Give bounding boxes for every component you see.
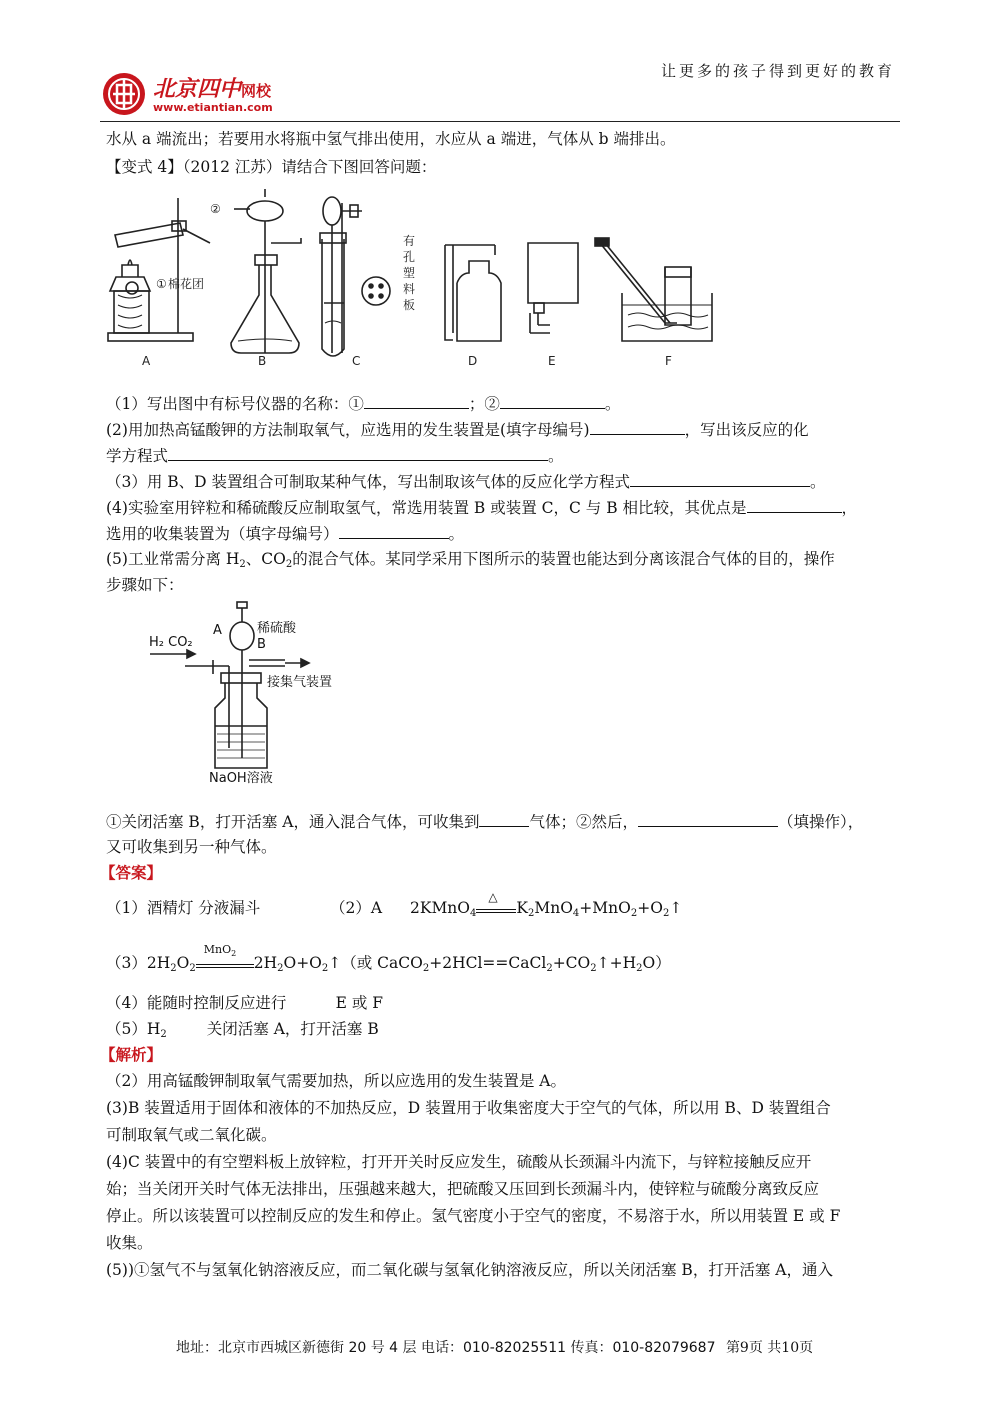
q5-text-a: (5)工业常需分离 H (106, 550, 240, 568)
text-line-1: 水从 a 端流出；若要用水将瓶中氢气排出使用，水应从 a 端进，气体从 b 端排出。 (106, 130, 676, 148)
label-d: D (468, 354, 478, 368)
logo-name (153, 72, 271, 103)
q1-text: （1）写出图中有标号仪器的名称：① (106, 395, 364, 413)
explanation-line-8: (5))①氢气不与氢氧化钠溶液反应，而二氧化碳与氢氧化钠溶液反应，所以关闭活塞 B，打开活塞 A，通入 (106, 1261, 833, 1279)
apparatus-e-icon (528, 243, 578, 333)
eq-r5: ↑ (669, 899, 683, 917)
q4-text: (4)实验室用锌粒和稀硫酸反应制取氢气，常选用装置 B 或装置 C，C 与 B 相比较，其优点是 (106, 499, 747, 517)
a5-b: 关闭活塞 A，打开活塞 B (206, 1020, 379, 1038)
mark-2: ② (210, 202, 221, 216)
a3-b: O (176, 954, 190, 972)
plate-label-4: 料 (403, 282, 416, 296)
variant-title: 【变式 4】（2012 江苏）请结合下图回答问题： (106, 158, 437, 176)
separation-figure (145, 598, 365, 788)
explanation-line-4: (4)C 装置中的有空塑料板上放锌粒，打开开关时反应发生，硫酸从长颈漏斗内流下，与锌粒接触反应开 (106, 1153, 812, 1171)
cotton-label: 棉花团 (168, 277, 205, 291)
eq-r4: +O (637, 899, 663, 917)
solution-label: NaOH溶液 (209, 771, 273, 786)
sub-2c: 2 (527, 908, 535, 919)
q4-text-d: 。 (448, 525, 465, 543)
catalyst: MnO (203, 943, 232, 956)
logo-suffix: 网校 (241, 82, 272, 100)
plate-label-1: 有 (403, 234, 416, 248)
a2-text: （2）A (330, 899, 383, 917)
a3-d: O+O (283, 954, 322, 972)
plate-label-3: 塑 (403, 266, 416, 280)
sub-2g: 2 (189, 963, 196, 974)
blank-3[interactable] (590, 418, 685, 435)
label-b: B (258, 354, 267, 368)
explanation-title: 【解析】 (100, 1045, 163, 1064)
sub-2h: 2 (231, 949, 237, 958)
q2-text-d: 。 (548, 447, 564, 465)
label-e: E (548, 354, 556, 368)
header-rule (100, 121, 900, 122)
explanation-line-7: 收集。 (106, 1234, 153, 1252)
question-3 (106, 470, 826, 493)
explanation-line-6: 停止。所以该装置可以控制反应的发生和停止。氢气密度小于空气的密度，不易溶于水，所以用装置 E 或 F (106, 1207, 841, 1225)
delta-sign: △ (488, 890, 498, 904)
a3-f: +2HCl==CaCl (429, 954, 547, 972)
question-1 (106, 392, 620, 415)
logo-url: www.etiantian.com (153, 101, 273, 114)
operation-1 (106, 810, 863, 833)
q1-text-c: 。 (604, 395, 621, 413)
explanation-line-3: 可制取氧气或二氧化碳。 (106, 1126, 277, 1144)
a3-h: ↑+H (596, 954, 637, 972)
operation-2: 又可收集到另一种气体。 (106, 838, 277, 856)
question-2-cont (106, 444, 564, 467)
sub-4: 4 (470, 908, 477, 919)
blank-1[interactable] (364, 392, 469, 409)
answer-4: （4）能随时控制反应进行 E 或 F (106, 994, 384, 1012)
apparatus-c-icon (320, 197, 390, 356)
q5-text-post: 的混合气体。某同学采用下图所示的装置也能达到分离该混合气体的目的，操作 (292, 550, 835, 568)
eq-arrow (476, 890, 516, 913)
a3-i: O） (642, 954, 671, 972)
a5-a: （5）H (106, 1020, 161, 1038)
a3-g: +CO (552, 954, 591, 972)
apparatus-b-icon (231, 189, 301, 353)
q2-text-c: 学方程式 (106, 447, 169, 465)
a3-c: 2H (253, 954, 278, 972)
apparatus-figure (100, 183, 740, 373)
op1-text: ①关闭活塞 B，打开活塞 A，通入混合气体，可收集到 (106, 813, 480, 831)
op1-text-b: 气体；②然后， (529, 813, 638, 831)
q4-text-b: ， (841, 499, 858, 517)
gas-in-label: H₂ CO₂ (149, 635, 193, 650)
plate-label-5: 板 (403, 298, 416, 312)
question-5-cont: 步骤如下： (106, 576, 184, 594)
explanation-line-5: 始；当关闭开关时气体无法排出，压强越来越大，把硫酸又压回到长颈漏斗内，使锌粒与硫酸分离致反应 (106, 1180, 820, 1198)
sub-2l: 2 (546, 963, 553, 974)
sub-2e: 2 (662, 908, 670, 919)
collector-label: 接集气装置 (267, 675, 333, 690)
sub-2k: 2 (422, 963, 430, 974)
apparatus-d-icon (445, 245, 501, 341)
question-2 (106, 418, 809, 441)
sub-2b: 2 (285, 559, 293, 570)
blank-5[interactable] (630, 470, 810, 487)
eq-arrow-2 (196, 943, 254, 968)
explanation-line-1: （2）用高锰酸钾制取氧气需要加热，所以应选用的发生装置是 A。 (106, 1072, 566, 1090)
acid-label: 稀硫酸 (257, 621, 297, 636)
eq-r3: +MnO (579, 899, 631, 917)
q5-text-mid: 、CO (245, 550, 286, 568)
blank-2[interactable] (500, 392, 605, 409)
sub-2: 2 (239, 559, 246, 570)
q3-text-b: 。 (810, 473, 826, 491)
q4-text-c: 选用的收集装置为（填字母编号） (106, 525, 339, 543)
sub-2j: 2 (321, 963, 329, 974)
answer-2-equation (410, 890, 683, 925)
q2-text-b: ，写出该反应的化 (684, 421, 809, 439)
question-5 (106, 548, 835, 576)
blank-8[interactable] (479, 810, 529, 827)
sub-2i: 2 (277, 963, 284, 974)
mark-1: ① (156, 277, 167, 291)
valve-b-label: B (257, 637, 266, 652)
sub-2n: 2 (636, 963, 643, 974)
sub-2o: 2 (160, 1029, 167, 1040)
apparatus-f-icon (595, 238, 712, 341)
question-4 (106, 496, 857, 519)
footer-page: 第9页 共10页 (725, 1340, 814, 1356)
sub-2d: 2 (630, 908, 638, 919)
question-4-cont (106, 522, 464, 545)
footer (176, 1337, 813, 1357)
answer-1 (106, 897, 260, 919)
sub-2m: 2 (590, 963, 597, 974)
label-c: C (352, 354, 361, 368)
answer-3 (106, 943, 671, 980)
valve-a-label: A (213, 623, 222, 638)
sub-4b: 4 (572, 908, 580, 919)
q2-text: (2)用加热高锰酸钾的方法制取氧气，应选用的发生装置是(填字母编号) (106, 421, 590, 439)
answer-2 (330, 897, 382, 919)
answer-5 (106, 1018, 379, 1046)
a3-a: （3）2H (106, 954, 171, 972)
eq-r1: K (516, 899, 528, 917)
q3-text: （3）用 B、D 装置组合可制取某种气体，写出制取该气体的反应化学方程式 (106, 473, 631, 491)
a1-text: （1）酒精灯 分液漏斗 (106, 899, 261, 917)
sub-2f: 2 (170, 963, 177, 974)
a3-e: ↑（或 CaCO (328, 954, 423, 972)
blank-6[interactable] (747, 496, 842, 513)
blank-9[interactable] (638, 810, 778, 827)
label-a: A (142, 354, 151, 368)
plate-label-2: 孔 (403, 250, 416, 264)
blank-7[interactable] (339, 522, 449, 539)
eq-r2: MnO (534, 899, 573, 917)
header-slogan: 让更多的孩子得到更好的教育 (660, 62, 895, 80)
eq-left: 2KMnO (410, 899, 471, 917)
q1-text-b: ；② (468, 395, 500, 413)
explanation-line-2: (3)B 装置适用于固体和液体的不加热反应，D 装置用于收集密度大于空气的气体，所以用 B、D 装置组合 (106, 1099, 831, 1117)
answer-title: 【答案】 (100, 863, 163, 882)
label-f: F (665, 354, 672, 368)
logo-name-text: 北京四中 (153, 76, 242, 102)
apparatus-a-icon (108, 198, 210, 341)
blank-4[interactable] (168, 444, 548, 461)
footer-address: 地址：北京市西城区新德街 20 号 4 层 电话：010-82025511 传真：010-82079687 (176, 1340, 716, 1356)
op1-text-c: （填操作）， (777, 813, 864, 831)
